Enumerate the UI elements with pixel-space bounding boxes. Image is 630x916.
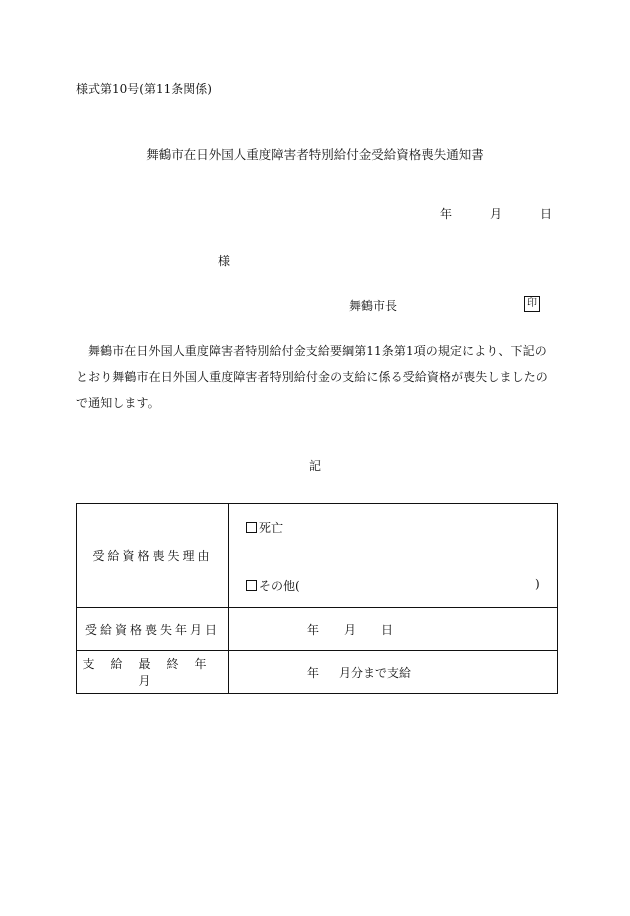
option-other-label: その他( — [259, 579, 300, 593]
final-label-cell — [77, 651, 229, 694]
reason-label: 受給資格喪失理由 — [92, 549, 213, 563]
form-number: 様式第10号(第11条関係) — [76, 82, 212, 96]
body-text: 舞鶴市在日外国人重度障害者特別給付金支給要綱第11条第1項の規定により、下記のとおり舞鶴市在日外国人重度障害者特別給付金の支給に係る受給資格が喪失しましたので通知します。 — [76, 344, 548, 410]
info-table — [76, 503, 558, 694]
loss-date-day: 日 — [381, 622, 394, 637]
reason-options-cell — [229, 504, 558, 608]
option-death[interactable] — [246, 519, 283, 536]
date-year: 年 — [440, 207, 453, 221]
loss-date-month: 月 — [344, 622, 357, 637]
reason-label-cell — [77, 504, 229, 608]
checkbox-icon[interactable] — [246, 580, 257, 591]
loss-date-label-cell — [77, 608, 229, 651]
seal-mark: 印 — [524, 296, 540, 312]
loss-date-value — [229, 608, 558, 651]
final-value — [229, 651, 558, 694]
ki-heading: 記 — [308, 459, 321, 473]
date-month: 月 — [490, 207, 503, 221]
table-row — [77, 651, 558, 694]
issuer-name: 舞鶴市長 — [349, 299, 398, 313]
final-suffix: 月分まで支給 — [339, 665, 412, 680]
document-title: 舞鶴市在日外国人重度障害者特別給付金受給資格喪失通知書 — [146, 147, 484, 162]
checkbox-icon[interactable] — [246, 522, 257, 533]
final-year: 年 — [307, 665, 320, 680]
date-day: 日 — [540, 207, 553, 221]
option-death-label: 死亡 — [259, 521, 284, 535]
table-row — [77, 504, 558, 608]
date-line — [440, 205, 552, 222]
loss-date-label: 受給資格喪失年月日 — [84, 622, 220, 637]
final-label: 支給最終年月 — [82, 657, 223, 688]
addressee-suffix: 様 — [218, 254, 231, 268]
option-other[interactable] — [246, 577, 300, 594]
table-row — [77, 608, 558, 651]
loss-date-year: 年 — [307, 622, 320, 637]
option-other-close: ) — [535, 577, 540, 591]
